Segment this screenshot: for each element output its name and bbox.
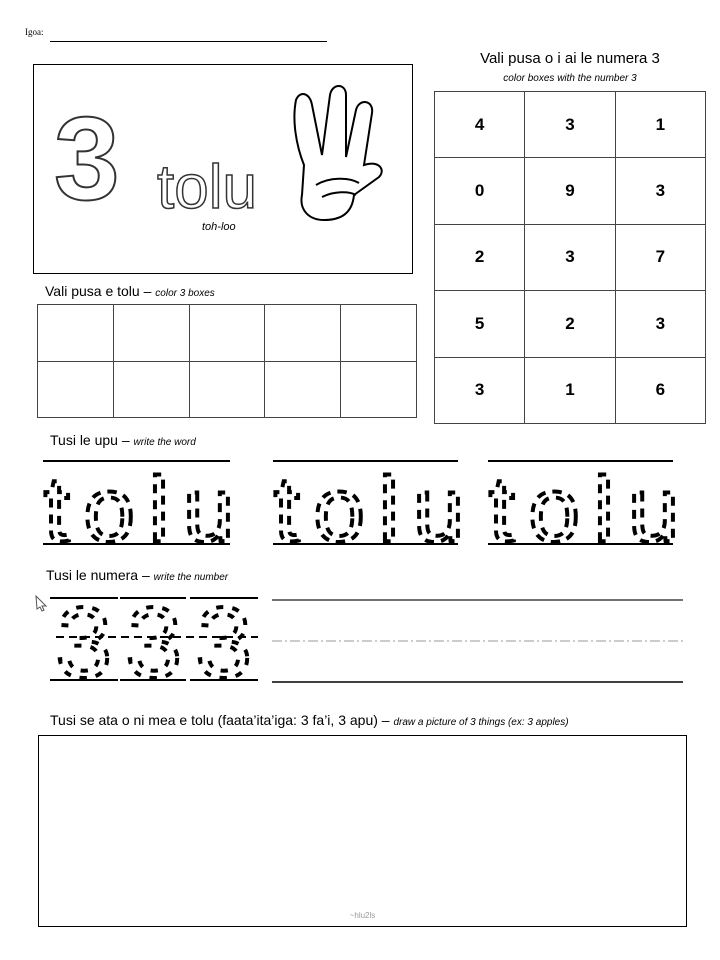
- cursor-arrow-icon: [36, 596, 46, 611]
- color-box[interactable]: [38, 361, 114, 418]
- color-subtitle: color 3 boxes: [155, 288, 215, 299]
- grid-cell[interactable]: 2: [435, 224, 525, 290]
- drawing-box[interactable]: [38, 735, 687, 927]
- color-box[interactable]: [265, 361, 341, 418]
- word-outline: tolu: [157, 153, 257, 222]
- dash: –: [117, 432, 134, 448]
- color-box[interactable]: [189, 305, 265, 362]
- grid-cell[interactable]: 9: [525, 158, 615, 224]
- word-subtitle: write the word: [133, 437, 196, 448]
- find-subtitle: color boxes with the number 3: [503, 73, 637, 84]
- grid-cell[interactable]: 3: [525, 224, 615, 290]
- color-box-grid: [37, 304, 417, 418]
- number-title-text: Tusi le numera: [46, 567, 139, 583]
- pronunciation: toh-loo: [202, 221, 236, 233]
- name-label: Igoa:: [25, 27, 44, 37]
- color-title: [45, 283, 215, 299]
- grid-cell[interactable]: 3: [615, 158, 705, 224]
- number-trace-area[interactable]: [0, 590, 720, 690]
- trace-number: 3: [196, 590, 252, 690]
- credit: ~hlu2ls: [349, 911, 376, 920]
- trace-word: tolu: [274, 459, 479, 550]
- grid-cell[interactable]: 3: [615, 291, 705, 357]
- find-title: Vali pusa o i ai le numera 3: [480, 50, 660, 67]
- trace-word: tolu: [44, 459, 249, 550]
- dash: –: [138, 567, 154, 583]
- dash: –: [377, 712, 394, 728]
- color-title-text: Vali pusa e tolu: [45, 283, 140, 299]
- trace-number: 3: [126, 590, 182, 690]
- number-card: [33, 64, 413, 274]
- grid-cell[interactable]: 6: [615, 357, 705, 423]
- trace-word: tolu: [489, 459, 694, 550]
- grid-cell[interactable]: 3: [435, 357, 525, 423]
- grid-cell[interactable]: 3: [525, 92, 615, 158]
- draw-title: [50, 712, 569, 728]
- color-box[interactable]: [113, 361, 189, 418]
- color-box[interactable]: [341, 305, 417, 362]
- color-box[interactable]: [265, 305, 341, 362]
- color-box[interactable]: [341, 361, 417, 418]
- grid-cell[interactable]: 1: [525, 357, 615, 423]
- color-box[interactable]: [189, 361, 265, 418]
- number-title: [46, 567, 228, 583]
- dash: –: [139, 283, 156, 299]
- hand-three-fingers-icon: [294, 86, 381, 220]
- trace-number: 3: [56, 590, 112, 690]
- color-box[interactable]: [38, 305, 114, 362]
- number-subtitle: write the number: [153, 572, 229, 583]
- number-grid: [434, 91, 706, 424]
- word-title: [50, 432, 196, 448]
- numeral-outline: 3: [54, 93, 120, 225]
- grid-cell[interactable]: 2: [525, 291, 615, 357]
- draw-subtitle: draw a picture of 3 things (ex: 3 apples): [393, 717, 569, 728]
- name-line[interactable]: [50, 41, 327, 42]
- grid-cell[interactable]: 4: [435, 92, 525, 158]
- grid-cell[interactable]: 7: [615, 224, 705, 290]
- word-trace-area[interactable]: [0, 455, 720, 550]
- grid-cell[interactable]: 1: [615, 92, 705, 158]
- color-box[interactable]: [113, 305, 189, 362]
- word-title-text: Tusi le upu: [50, 432, 118, 448]
- draw-title-text: Tusi se ata o ni mea e tolu (faata’ita’iga: 3 fa’i, 3 apu): [50, 712, 378, 728]
- grid-cell[interactable]: 0: [435, 158, 525, 224]
- grid-cell[interactable]: 5: [435, 291, 525, 357]
